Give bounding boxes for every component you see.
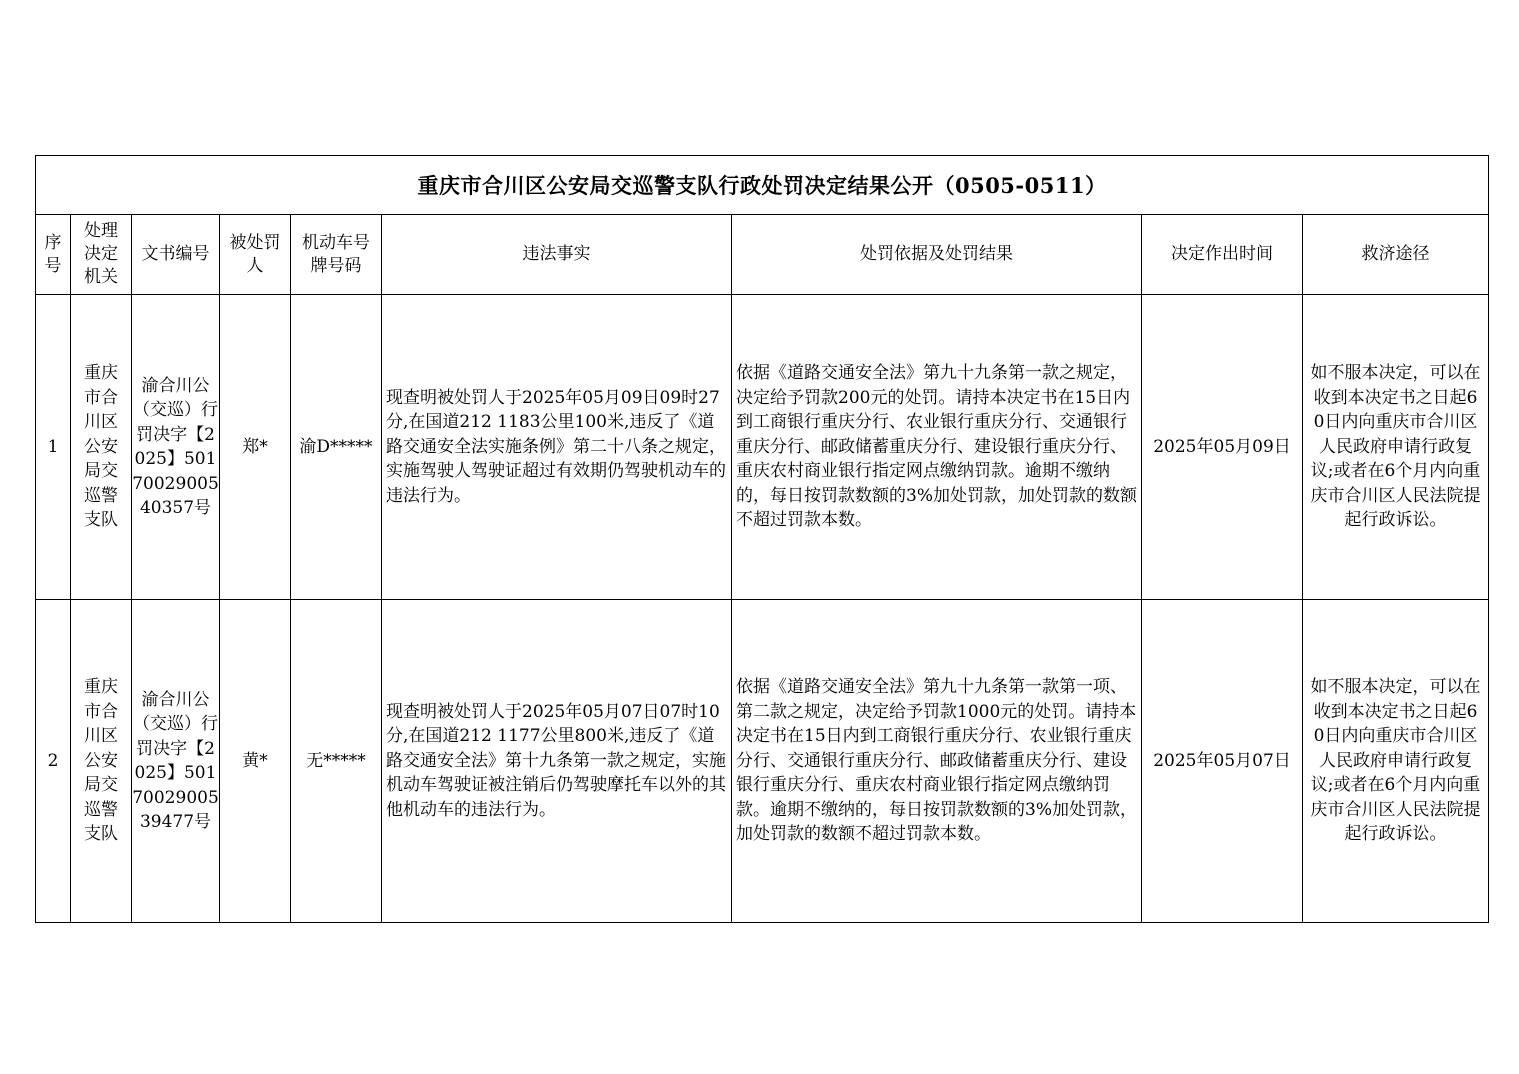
row-basis: 依据《道路交通安全法》第九十九条第一款第一项、第二款之规定，决定给予罚款1000元的处罚。请持本决定书在15日内到工商银行重庆分行、农业银行重庆分行、交通银行重庆分行、邮政储蓄重庆分行、建设银行重庆分行、重庆农村商业银行指定网点缴纳罚款。逾期不缴纳的，每日按罚款数额的3%加处罚款，加处罚款的数额不超过罚款本数。	[732, 600, 1142, 923]
penalty-table	[35, 155, 1489, 923]
header-date: 决定作出时间	[1142, 215, 1303, 295]
row-person: 黄*	[220, 600, 291, 923]
row-plate: 无*****	[291, 600, 382, 923]
row-agency: 重庆市合川区公安局交巡警支队	[71, 600, 132, 923]
row-person: 郑*	[220, 295, 291, 600]
header-person: 被处罚人	[220, 215, 291, 295]
row-date: 2025年05月07日	[1142, 600, 1303, 923]
row-doc-no: 渝合川公（交巡）行罚决字【2025】5017002900540357号	[132, 295, 220, 600]
header-basis: 处罚依据及处罚结果	[732, 215, 1142, 295]
row-seq: 1	[36, 295, 71, 600]
table-title: 重庆市合川区公安局交巡警支队行政处罚决定结果公开（0505-0511）	[36, 156, 1489, 215]
header-seq: 序号	[36, 215, 71, 295]
header-facts: 违法事实	[382, 215, 732, 295]
row-date: 2025年05月09日	[1142, 295, 1303, 600]
row-remedy: 如不服本决定，可以在收到本决定书之日起60日内向重庆市合川区人民政府申请行政复议;或者在6个月内向重庆市合川区人民法院提起行政诉讼。	[1303, 295, 1489, 600]
row-remedy: 如不服本决定，可以在收到本决定书之日起60日内向重庆市合川区人民政府申请行政复议;或者在6个月内向重庆市合川区人民法院提起行政诉讼。	[1303, 600, 1489, 923]
row-basis: 依据《道路交通安全法》第九十九条第一款之规定，决定给予罚款200元的处罚。请持本决定书在15日内到工商银行重庆分行、农业银行重庆分行、交通银行重庆分行、邮政储蓄重庆分行、建设银行重庆分行、重庆农村商业银行指定网点缴纳罚款。逾期不缴纳的，每日按罚款数额的3%加处罚款，加处罚款的数额不超过罚款本数。	[732, 295, 1142, 600]
header-remedy: 救济途径	[1303, 215, 1489, 295]
table-row	[36, 295, 1489, 600]
row-doc-no: 渝合川公（交巡）行罚决字【2025】5017002900539477号	[132, 600, 220, 923]
row-plate: 渝D*****	[291, 295, 382, 600]
row-seq: 2	[36, 600, 71, 923]
row-facts: 现查明被处罚人于2025年05月07日07时10分,在国道212 1177公里800米,违反了《道路交通安全法》第十九条第一款之规定，实施机动车驾驶证被注销后仍驾驶摩托车以外的其他机动车的违法行为。	[382, 600, 732, 923]
row-facts: 现查明被处罚人于2025年05月09日09时27分,在国道212 1183公里100米,违反了《道路交通安全法实施条例》第二十八条之规定，实施驾驶人驾驶证超过有效期仍驾驶机动车的违法行为。	[382, 295, 732, 600]
table-row	[36, 600, 1489, 923]
row-agency: 重庆市合川区公安局交巡警支队	[71, 295, 132, 600]
header-plate: 机动车号牌号码	[291, 215, 382, 295]
header-agency: 处理决定机关	[71, 215, 132, 295]
header-row	[36, 215, 1489, 295]
title-row	[36, 156, 1489, 215]
header-doc-no: 文书编号	[132, 215, 220, 295]
